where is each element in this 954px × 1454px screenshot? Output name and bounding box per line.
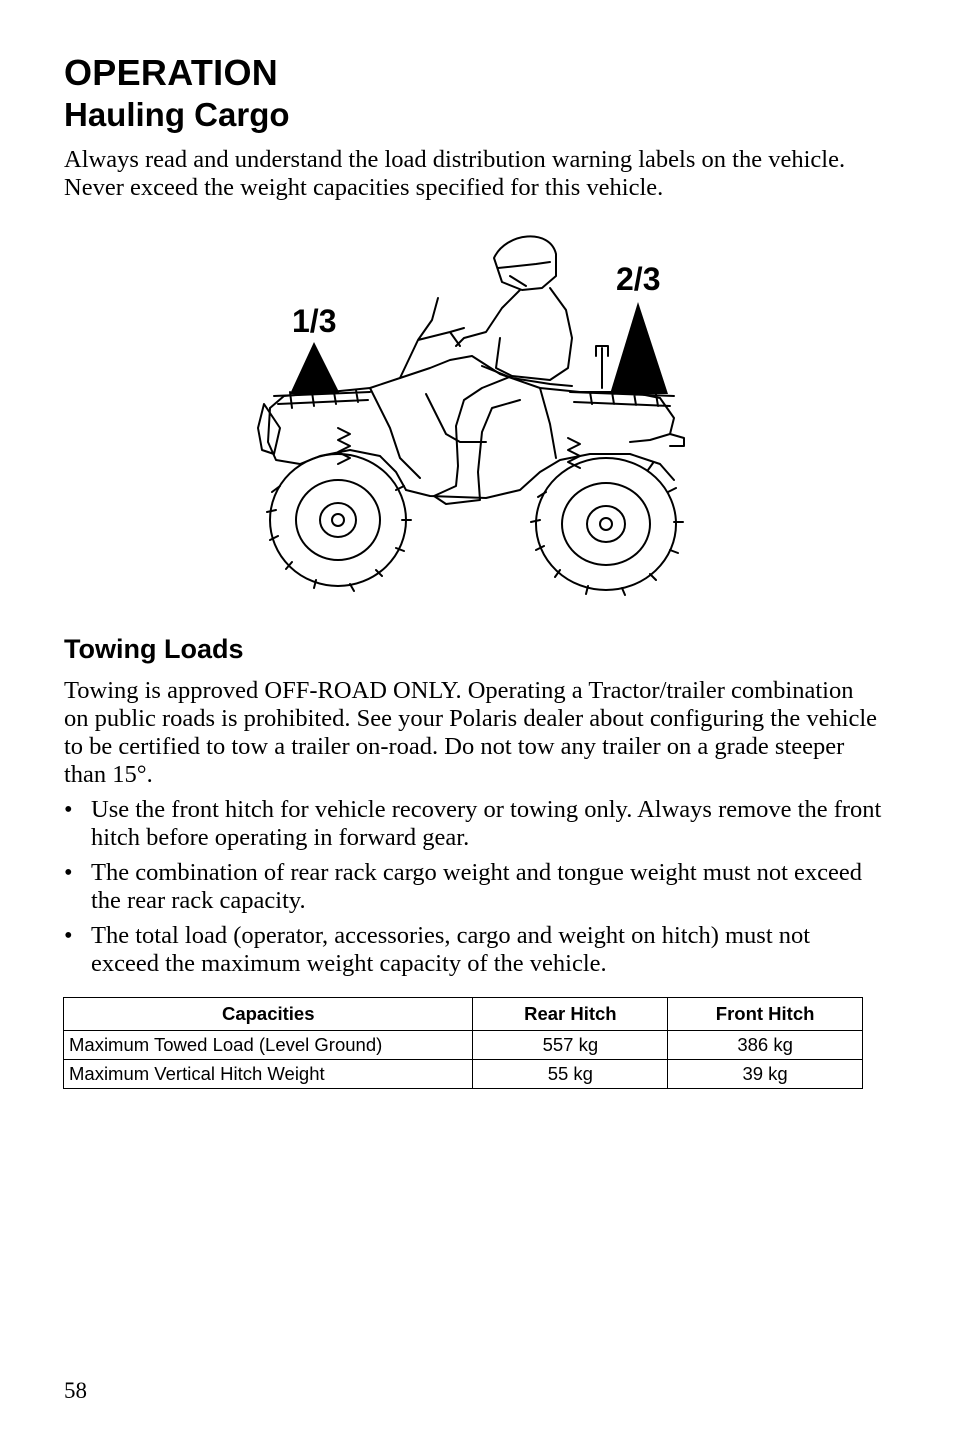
page-heading: Hauling Cargo [64, 96, 290, 133]
towing-heading: Towing Loads [64, 634, 244, 664]
intro-paragraph: Always read and understand the load distribution warning labels on the vehicle. Never exceed the weight capacities specified for this vehicle. [64, 146, 846, 201]
rear-wheel [536, 458, 676, 590]
bullet-text: The combination of rear rack cargo weight and tongue weight must not exceed the rear rack capacity. [91, 859, 863, 914]
front-load-arrow [290, 342, 340, 394]
column-header: Rear Hitch [473, 998, 668, 1031]
front-load-label: 1/3 [292, 303, 337, 339]
towing-bullet-list [64, 796, 884, 985]
table-cell: 386 kg [668, 1031, 863, 1060]
rear-load-label: 2/3 [616, 261, 661, 297]
towing-paragraph: Towing is approved OFF-ROAD ONLY. Operating a Tractor/trailer combination on public roads is prohibited. See your Polaris dealer about configuring the vehicle to be certified to tow a trailer on-road. Do not tow any trailer on a grade steeper than 15°. [64, 677, 878, 788]
front-wheel [270, 454, 406, 586]
bullet-text: The total load (operator, accessories, cargo and weight on hitch) must not exceed the maximum weight capacity of the vehicle. [91, 922, 811, 977]
rider-body [456, 288, 572, 380]
bullet-text: Use the front hitch for vehicle recovery or towing only. Always remove the front hitch before operating in forward gear. [91, 796, 882, 851]
column-header: Front Hitch [668, 998, 863, 1031]
table-cell: 55 kg [473, 1060, 668, 1089]
table-cell: Maximum Vertical Hitch Weight [64, 1060, 473, 1089]
rear-load-arrow [610, 302, 668, 394]
page-number: 58 [64, 1378, 87, 1403]
table-row [64, 1060, 863, 1089]
list-item [64, 922, 884, 978]
rear-rack [570, 392, 674, 406]
column-header: Capacities [64, 998, 473, 1031]
table-cell: Maximum Towed Load (Level Ground) [64, 1031, 473, 1060]
bullet-marker: • [64, 796, 73, 823]
bullet-marker: • [64, 922, 73, 949]
section-title: OPERATION [64, 52, 279, 93]
table-header-row [64, 998, 863, 1031]
atv-load-distribution-figure [250, 228, 690, 598]
list-item [64, 796, 884, 852]
table-cell: 557 kg [473, 1031, 668, 1060]
atv-illustration [250, 228, 690, 598]
list-item [64, 859, 884, 915]
capacities-table [63, 997, 863, 1089]
table-cell: 39 kg [668, 1060, 863, 1089]
table-row [64, 1031, 863, 1060]
bullet-marker: • [64, 859, 73, 886]
